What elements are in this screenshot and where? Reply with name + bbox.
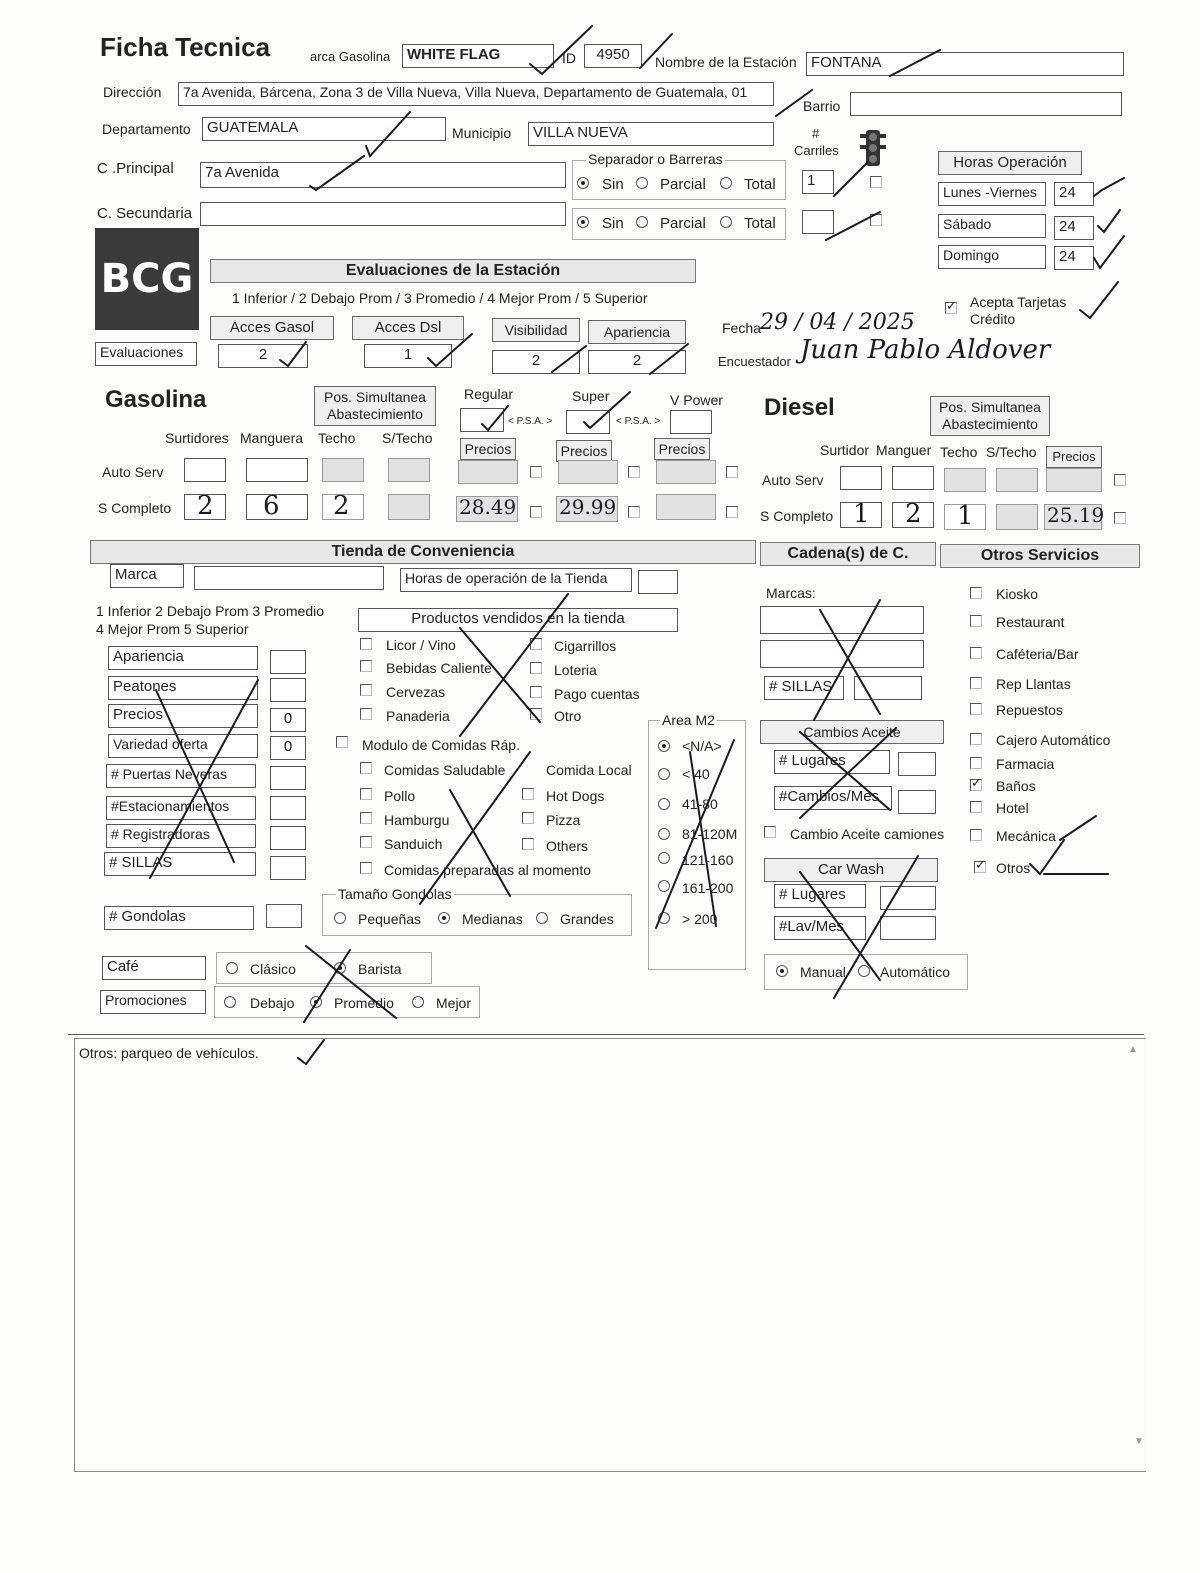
gas-precios-super: Precios — [556, 440, 612, 462]
gas-sc-precio-super[interactable] — [556, 496, 618, 522]
gas-sc-surtidores-value: 2 — [197, 494, 214, 520]
gondola-medianas-radio[interactable] — [438, 912, 450, 924]
comidas-preparadas-label: Comidas preparadas al momento — [384, 862, 591, 878]
comida-hotdogs-label: Hot Dogs — [546, 788, 605, 804]
bcg-logo: BCG — [95, 228, 199, 330]
otros-servicios-title: Otros Servicios — [940, 544, 1140, 568]
carwash-lugares-field[interactable] — [880, 886, 936, 910]
evaluaciones-title: Evaluaciones de la Estación — [210, 259, 696, 283]
tienda-estacionamientos-field[interactable] — [270, 796, 306, 820]
separador-2-total-radio[interactable] — [720, 216, 732, 228]
otros-servicio-checkbox[interactable] — [970, 779, 982, 791]
comidas-preparadas-checkbox[interactable] — [360, 862, 372, 874]
notes-top-rule — [68, 1034, 1144, 1035]
otros-servicio-checkbox[interactable] — [970, 647, 982, 659]
diesel-pos-simultanea-line2: Abastecimiento — [942, 416, 1038, 432]
encuestador-value[interactable]: Juan Pablo Aldover — [800, 335, 1051, 365]
otros-servicio-label: Rep Llantas — [996, 676, 1071, 692]
tienda-sillas-field[interactable] — [270, 856, 306, 880]
gas-sc-precio-super-value: 29.99 — [559, 495, 617, 519]
gas-col-surtidores: Surtidores — [165, 430, 229, 446]
horas-domingo-label: Domingo — [938, 245, 1046, 269]
producto-loteria-label: Loteria — [554, 662, 597, 678]
vpower-label: V Power — [670, 392, 723, 408]
gas-as-chk-super[interactable] — [628, 466, 640, 478]
gondola-grandes-radio[interactable] — [536, 912, 548, 924]
otros-servicio-label: Restaurant — [996, 614, 1065, 630]
horas-domingo-field[interactable]: 24 — [1054, 246, 1094, 270]
gas-as-precio-vpower[interactable] — [656, 460, 716, 484]
tienda-gondolas-label: # Gondolas — [104, 906, 254, 930]
otros-servicio-checkbox[interactable] — [970, 733, 982, 745]
gas-as-surtidores[interactable] — [184, 458, 226, 482]
producto-loteria-checkbox[interactable] — [530, 662, 542, 674]
tienda-peatones-label: Peatones — [108, 676, 258, 700]
vpower-pos-field[interactable] — [670, 410, 712, 434]
id-label: ID — [562, 50, 576, 66]
comida-sanduich-label: Sanduich — [384, 836, 443, 852]
area-41-80-radio[interactable] — [658, 798, 670, 810]
dsl-as-stecho[interactable] — [996, 468, 1038, 492]
separador-1-sin-radio[interactable] — [577, 177, 589, 189]
horas-operacion-title: Horas Operación — [938, 151, 1082, 175]
gas-sc-precio-vpower[interactable] — [656, 494, 716, 520]
psa-label-1: < P.S.A. > — [508, 416, 553, 427]
carwash-automatico-radio[interactable] — [858, 965, 870, 977]
acepta-tarjetas-label: Acepta Tarjetas — [970, 294, 1067, 310]
producto-cigarrillos-label: Cigarrillos — [554, 638, 617, 654]
tienda-marca-label: Marca — [110, 564, 184, 588]
scroll-up-arrow-icon[interactable]: ▲ — [1128, 1044, 1138, 1055]
area-gt200-radio[interactable] — [658, 912, 670, 924]
comida-pizza-checkbox[interactable] — [522, 812, 534, 824]
cadena-sillas-label: # SILLAS — [764, 676, 844, 700]
comida-saludable-checkbox[interactable] — [360, 762, 372, 774]
gas-as-techo[interactable] — [322, 458, 364, 482]
dsl-col-techo: Techo — [940, 444, 978, 460]
productos-title: Productos vendidos en la tienda — [358, 608, 678, 632]
departamento-field[interactable]: GUATEMALA — [202, 117, 446, 141]
separador-1-parcial-label: Parcial — [660, 176, 706, 193]
promo-debajo-label: Debajo — [250, 995, 295, 1011]
carwash-manual-radio[interactable] — [776, 965, 788, 977]
tienda-scale-2: 4 Mejor Prom 5 Superior — [96, 621, 249, 637]
gas-sc-techo[interactable] — [322, 491, 364, 521]
gasolina-pos-simultanea-line2: Abastecimiento — [327, 406, 423, 422]
dsl-sc-precio[interactable] — [1044, 503, 1105, 530]
x-comidas-a — [450, 790, 510, 896]
dsl-sc-chk[interactable] — [1114, 512, 1126, 524]
gas-sc-surtidores[interactable] — [184, 494, 226, 520]
comida-hamburgu-label: Hamburgu — [384, 812, 450, 828]
notes-textarea[interactable] — [74, 1038, 1146, 1472]
cadena-marca-field-1[interactable] — [760, 606, 924, 634]
area-m2-title: Area M2 — [662, 712, 715, 728]
separador-1-parcial-radio[interactable] — [636, 177, 648, 189]
calle-secundaria-field[interactable] — [200, 202, 566, 226]
comida-saludable-label: Comidas Saludable — [384, 762, 506, 778]
visibilidad-label: Visibilidad — [492, 318, 580, 342]
promo-promedio-label: Promedio — [334, 995, 394, 1011]
otros-servicio-checkbox[interactable] — [970, 757, 982, 769]
tick-mecanica — [1060, 816, 1096, 840]
otros-servicio-checkbox[interactable] — [970, 703, 982, 715]
separador-1-total-label: Total — [744, 176, 776, 193]
cadena-marca-field-2[interactable] — [760, 640, 924, 668]
area-m2-group — [648, 720, 746, 970]
nombre-estacion-label: Nombre de la Estación — [655, 54, 797, 70]
horas-lunes-viernes-label: Lunes -Viernes — [938, 182, 1046, 206]
cambios-lugares-label: # Lugares — [774, 750, 890, 774]
cambios-lugares-field[interactable] — [898, 752, 936, 776]
tienda-sillas-label: # SILLAS — [104, 852, 256, 876]
acces-dsl-field[interactable]: 1 — [364, 344, 452, 368]
tienda-apariencia-label: Apariencia — [108, 646, 258, 670]
separador-label: Separador o Barreras — [588, 151, 723, 167]
acces-dsl-label: Acces Dsl — [352, 316, 464, 340]
dsl-sc-techo-value: 1 — [957, 501, 974, 531]
otros-servicio-label: Repuestos — [996, 702, 1063, 718]
otros-servicio-label: Baños — [996, 778, 1036, 794]
separador-1-sin-label: Sin — [602, 176, 624, 193]
otros-servicio-label: Kiosko — [996, 586, 1039, 602]
producto-pago-checkbox[interactable] — [530, 686, 542, 698]
carriles-field-2[interactable] — [802, 210, 834, 234]
comida-local-label: Comida Local — [546, 762, 632, 778]
cambios-mes-label: #Cambios/Mes — [774, 786, 892, 810]
carwash-lav-mes-field[interactable] — [880, 916, 936, 940]
diesel-pos-simultanea-line1: Pos. Simultanea — [939, 399, 1041, 415]
area-na-radio[interactable] — [658, 740, 670, 752]
separador-1-total-radio[interactable] — [720, 177, 732, 189]
area-na-label: <N/A> — [682, 738, 722, 754]
comida-others-checkbox[interactable] — [522, 838, 534, 850]
area-161-200-label: 161-200 — [682, 880, 734, 896]
carriles-checkbox-2[interactable] — [870, 214, 882, 226]
super-label: Super — [572, 388, 610, 404]
gas-sc-techo-value: 2 — [333, 491, 350, 521]
comida-sanduich-checkbox[interactable] — [360, 836, 372, 848]
otros-servicio-label: Hotel — [996, 800, 1029, 816]
dsl-col-surtidor: Surtidor — [820, 442, 870, 458]
gas-sc-manguera-value: 6 — [263, 494, 280, 520]
area-161-200-radio[interactable] — [658, 880, 670, 892]
area-121-160-label: 121-160 — [682, 852, 734, 868]
separador-2-total-label: Total — [744, 215, 776, 232]
comida-pizza-label: Pizza — [546, 812, 581, 828]
tick-sabado — [1098, 210, 1120, 232]
credito-label: Crédito — [970, 311, 1016, 327]
encuestador-label: Encuestador — [718, 354, 791, 369]
marca-gasolina-field[interactable]: WHITE FLAG — [402, 44, 554, 68]
area-41-80-label: 41-80 — [682, 796, 718, 812]
carriles-checkbox-1[interactable] — [870, 176, 882, 188]
tienda-precios-field[interactable]: 0 — [270, 708, 306, 732]
cadena-sillas-field[interactable] — [854, 676, 922, 700]
cambio-camiones-checkbox[interactable] — [764, 826, 776, 838]
diesel-pos-simultanea — [930, 396, 1050, 436]
tienda-horas-field[interactable] — [638, 570, 678, 594]
gas-col-stecho: S/Techo — [382, 430, 433, 446]
dsl-as-chk[interactable] — [1114, 474, 1126, 486]
separador-2-parcial-radio[interactable] — [636, 216, 648, 228]
cambio-camiones-label: Cambio Aceite camiones — [790, 826, 945, 842]
gasolina-title: Gasolina — [105, 386, 207, 413]
promo-debajo-radio[interactable] — [224, 996, 236, 1008]
separador-2-parcial-label: Parcial — [660, 215, 706, 232]
producto-panaderia-checkbox[interactable] — [360, 708, 372, 720]
tienda-registradoras-label: # Registradoras — [106, 824, 256, 848]
dsl-as-precio[interactable] — [1046, 468, 1102, 492]
traffic-light-icon — [858, 130, 888, 166]
producto-bebidas-checkbox[interactable] — [360, 660, 372, 672]
area-81-120-radio[interactable] — [658, 828, 670, 840]
apariencia-eval-field[interactable]: 2 — [588, 350, 686, 374]
municipio-field[interactable]: VILLA NUEVA — [528, 122, 774, 146]
barrio-label: Barrio — [803, 98, 841, 114]
promo-mejor-radio[interactable] — [412, 996, 424, 1008]
gasolina-pos-simultanea-line1: Pos. Simultanea — [324, 389, 426, 405]
gas-as-manguera[interactable] — [246, 458, 308, 482]
cafe-clasico-radio[interactable] — [226, 962, 238, 974]
tienda-peatones-field[interactable] — [270, 678, 306, 702]
tick-domingo — [1094, 236, 1124, 268]
cafe-barista-radio[interactable] — [334, 962, 346, 974]
producto-bebidas-label: Bebidas Caliente — [386, 660, 492, 676]
comida-pollo-label: Pollo — [384, 788, 416, 804]
carriles-label: Carriles — [794, 143, 839, 158]
otros-servicio-checkbox[interactable] — [970, 587, 982, 599]
dsl-as-manguer[interactable] — [892, 466, 934, 490]
dsl-sc-surtidor-value: 1 — [853, 502, 870, 528]
cafe-barista-label: Barista — [358, 961, 402, 977]
comida-others-label: Others — [546, 838, 589, 854]
gas-precios-vpower: Precios — [654, 438, 710, 460]
otros-servicio-label: Cajero Automático — [996, 732, 1111, 748]
horas-lunes-viernes-field[interactable]: 24 — [1054, 182, 1094, 206]
dsl-precios: Precios — [1046, 446, 1102, 468]
gas-col-manguera: Manguera — [240, 430, 304, 446]
gasolina-pos-simultanea — [314, 386, 436, 426]
tick-tarjetas — [1080, 282, 1118, 318]
gas-as-chk-regular[interactable] — [530, 466, 542, 478]
acces-gasol-label: Acces Gasol — [210, 316, 334, 340]
acepta-tarjetas-checkbox[interactable] — [945, 302, 957, 314]
evaluaciones-scale: 1 Inferior / 2 Debajo Prom / 3 Promedio / 4 Mejor Prom / 5 Superior — [232, 290, 648, 306]
gondola-pequenas-label: Pequeñas — [358, 911, 422, 927]
modulo-comidas-label: Modulo de Comidas Ráp. — [362, 737, 520, 753]
regular-label: Regular — [464, 386, 514, 402]
departamento-label: Departamento — [102, 121, 191, 137]
otros-servicio-label: Otros — [996, 860, 1031, 876]
direccion-label: Dirección — [103, 84, 162, 100]
diesel-title: Diesel — [764, 394, 835, 421]
otros-servicio-checkbox[interactable] — [970, 615, 982, 627]
tick-lunes — [1094, 178, 1124, 196]
direccion-field[interactable]: 7a Avenida, Bárcena, Zona 3 de Villa Nueva, Villa Nueva, Departamento de Guatemala, 01 — [178, 82, 774, 106]
dsl-sc-surtidor[interactable] — [840, 502, 882, 528]
tienda-apariencia-field[interactable] — [270, 650, 306, 674]
producto-cervezas-label: Cervezas — [386, 684, 446, 700]
dsl-auto-serv-label: Auto Serv — [762, 472, 824, 488]
tienda-registradoras-field[interactable] — [270, 826, 306, 850]
gas-sc-precio-regular-value: 28.49 — [459, 495, 517, 519]
visibilidad-field[interactable]: 2 — [492, 350, 580, 374]
fecha-label: Fecha — [722, 320, 761, 336]
area-81-120-label: 81-120M — [682, 826, 738, 842]
promo-mejor-label: Mejor — [436, 995, 472, 1011]
dsl-sc-techo[interactable] — [944, 501, 986, 531]
tick-carriles-1 — [834, 162, 868, 196]
scroll-down-arrow-icon[interactable]: ▼ — [1134, 1436, 1144, 1447]
producto-licor-label: Licor / Vino — [386, 637, 456, 653]
cambios-mes-field[interactable] — [898, 790, 936, 814]
dsl-sc-manguer[interactable] — [892, 502, 934, 528]
producto-cervezas-checkbox[interactable] — [360, 684, 372, 696]
tienda-puertas-field[interactable] — [270, 766, 306, 790]
modulo-comidas-checkbox[interactable] — [336, 736, 348, 748]
psa-label-2: < P.S.A. > — [616, 416, 661, 427]
carwash-manual-label: Manual — [800, 964, 846, 980]
separador-2-sin-radio[interactable] — [577, 216, 589, 228]
tienda-scale-1: 1 Inferior 2 Debajo Prom 3 Promedio — [96, 603, 324, 619]
carwash-lav-mes-label: #Lav/Mes — [774, 916, 866, 940]
otros-servicio-checkbox[interactable] — [970, 801, 982, 813]
comida-pollo-checkbox[interactable] — [360, 788, 372, 800]
promociones-label: Promociones — [100, 990, 206, 1014]
car-wash-title: Car Wash — [764, 858, 938, 882]
area-121-160-radio[interactable] — [658, 852, 670, 864]
carwash-automatico-label: Automático — [880, 964, 951, 980]
calle-principal-label: C .Principal — [97, 160, 174, 177]
otros-servicio-checkbox[interactable] — [970, 829, 982, 841]
gas-sc-chk-super[interactable] — [628, 506, 640, 518]
gas-precios-regular: Precios — [460, 438, 516, 460]
horas-sabado-field[interactable]: 24 — [1054, 216, 1094, 240]
calle-secundaria-label: C. Secundaria — [97, 205, 193, 222]
comida-hotdogs-checkbox[interactable] — [522, 788, 534, 800]
cafe-label: Café — [102, 956, 206, 980]
tienda-precios-label: Precios — [108, 704, 258, 728]
tienda-title: Tienda de Conveniencia — [90, 540, 756, 564]
tick-otros — [1030, 840, 1064, 874]
gondola-pequenas-radio[interactable] — [334, 912, 346, 924]
area-gt200-label: > 200 — [682, 911, 718, 927]
carwash-lugares-label: # Lugares — [774, 884, 866, 908]
gas-as-stecho[interactable] — [388, 458, 430, 482]
gas-sc-stecho[interactable] — [388, 494, 430, 520]
carriles-field-1[interactable]: 1 — [802, 170, 834, 194]
area-lt40-label: < 40 — [682, 766, 710, 782]
gas-auto-serv-label: Auto Serv — [102, 464, 164, 480]
comida-hamburgu-checkbox[interactable] — [360, 812, 372, 824]
otros-servicio-label: Farmacia — [996, 756, 1055, 772]
producto-otro-checkbox[interactable] — [530, 708, 542, 720]
cadena-marcas-label: Marcas: — [766, 585, 816, 601]
dsl-col-stecho: S/Techo — [986, 444, 1037, 460]
gas-as-precio-super[interactable] — [558, 460, 618, 484]
gas-as-precio-regular[interactable] — [458, 460, 518, 484]
carriles-hash: # — [812, 126, 820, 141]
fecha-value[interactable]: 29 / 04 / 2025 — [760, 310, 915, 335]
producto-pago-label: Pago cuentas — [554, 686, 640, 702]
form-title: Ficha Tecnica — [100, 32, 271, 62]
calle-principal-field[interactable]: 7a Avenida — [200, 162, 566, 188]
gondola-medianas-label: Medianas — [462, 911, 523, 927]
promo-promedio-radio[interactable] — [310, 996, 322, 1008]
marca-gasolina-label: arca Gasolina — [310, 49, 391, 64]
tienda-variedad-label: Variedad oferta — [108, 734, 258, 758]
dsl-col-manguer: Manguer — [876, 442, 932, 458]
tienda-horas-label: Horas de operación de la Tienda — [400, 568, 632, 592]
horas-sabado-label: Sábado — [938, 214, 1046, 238]
tienda-marca-field[interactable] — [194, 566, 384, 590]
gas-col-techo: Techo — [318, 430, 356, 446]
gondolas-title: Tamaño Gondolas — [338, 886, 452, 902]
tienda-variedad-field[interactable]: 0 — [270, 736, 306, 760]
otros-servicio-label: Caféteria/Bar — [996, 646, 1079, 662]
tienda-estacionamientos-label: #Estacionamientos — [106, 796, 256, 820]
apariencia-eval-label: Apariencia — [588, 320, 686, 344]
gas-sc-manguera[interactable] — [246, 494, 308, 520]
otros-servicio-label: Mecánica — [996, 828, 1056, 844]
dsl-as-surtidor[interactable] — [840, 466, 882, 490]
tienda-puertas-label: # Puertas Neveras — [106, 764, 256, 788]
municipio-label: Municipio — [452, 125, 512, 141]
otros-servicio-checkbox[interactable] — [970, 677, 982, 689]
super-pos-field[interactable] — [566, 410, 610, 434]
acces-gasol-field[interactable]: 2 — [218, 344, 308, 368]
producto-panaderia-label: Panaderia — [386, 708, 450, 724]
notes-text: Otros: parqueo de vehículos. — [79, 1045, 259, 1061]
producto-licor-checkbox[interactable] — [360, 638, 372, 650]
area-lt40-radio[interactable] — [658, 768, 670, 780]
nombre-estacion-field[interactable]: FONTANA — [806, 52, 1124, 76]
dsl-sc-precio-value: 25.19 — [1047, 503, 1105, 527]
id-field[interactable]: 4950 — [584, 44, 642, 68]
producto-otro-label: Otro — [554, 708, 582, 724]
dsl-s-completo-label: S Completo — [760, 508, 834, 524]
cambios-aceite-title: Cambios Aceite — [760, 720, 944, 744]
gas-as-chk-vpower[interactable] — [726, 466, 738, 478]
otros-servicio-checkbox[interactable] — [974, 861, 986, 873]
regular-pos-field[interactable] — [460, 408, 504, 432]
gas-s-completo-label: S Completo — [98, 500, 172, 516]
separador-2-sin-label: Sin — [602, 215, 624, 232]
evaluaciones-row-label: Evaluaciones — [95, 342, 197, 366]
tienda-gondolas-field[interactable] — [266, 904, 302, 928]
dsl-sc-stecho[interactable] — [996, 504, 1038, 530]
producto-cigarrillos-checkbox[interactable] — [530, 638, 542, 650]
dsl-as-techo[interactable] — [944, 468, 986, 492]
cafe-clasico-label: Clásico — [250, 961, 296, 977]
gas-sc-chk-vpower[interactable] — [726, 506, 738, 518]
gas-sc-chk-regular[interactable] — [530, 506, 542, 518]
gondola-grandes-label: Grandes — [560, 911, 614, 927]
gas-sc-precio-regular[interactable] — [456, 496, 518, 522]
barrio-field[interactable] — [850, 92, 1122, 116]
cadena-title: Cadena(s) de C. — [760, 542, 936, 566]
dsl-sc-manguer-value: 2 — [905, 502, 922, 528]
